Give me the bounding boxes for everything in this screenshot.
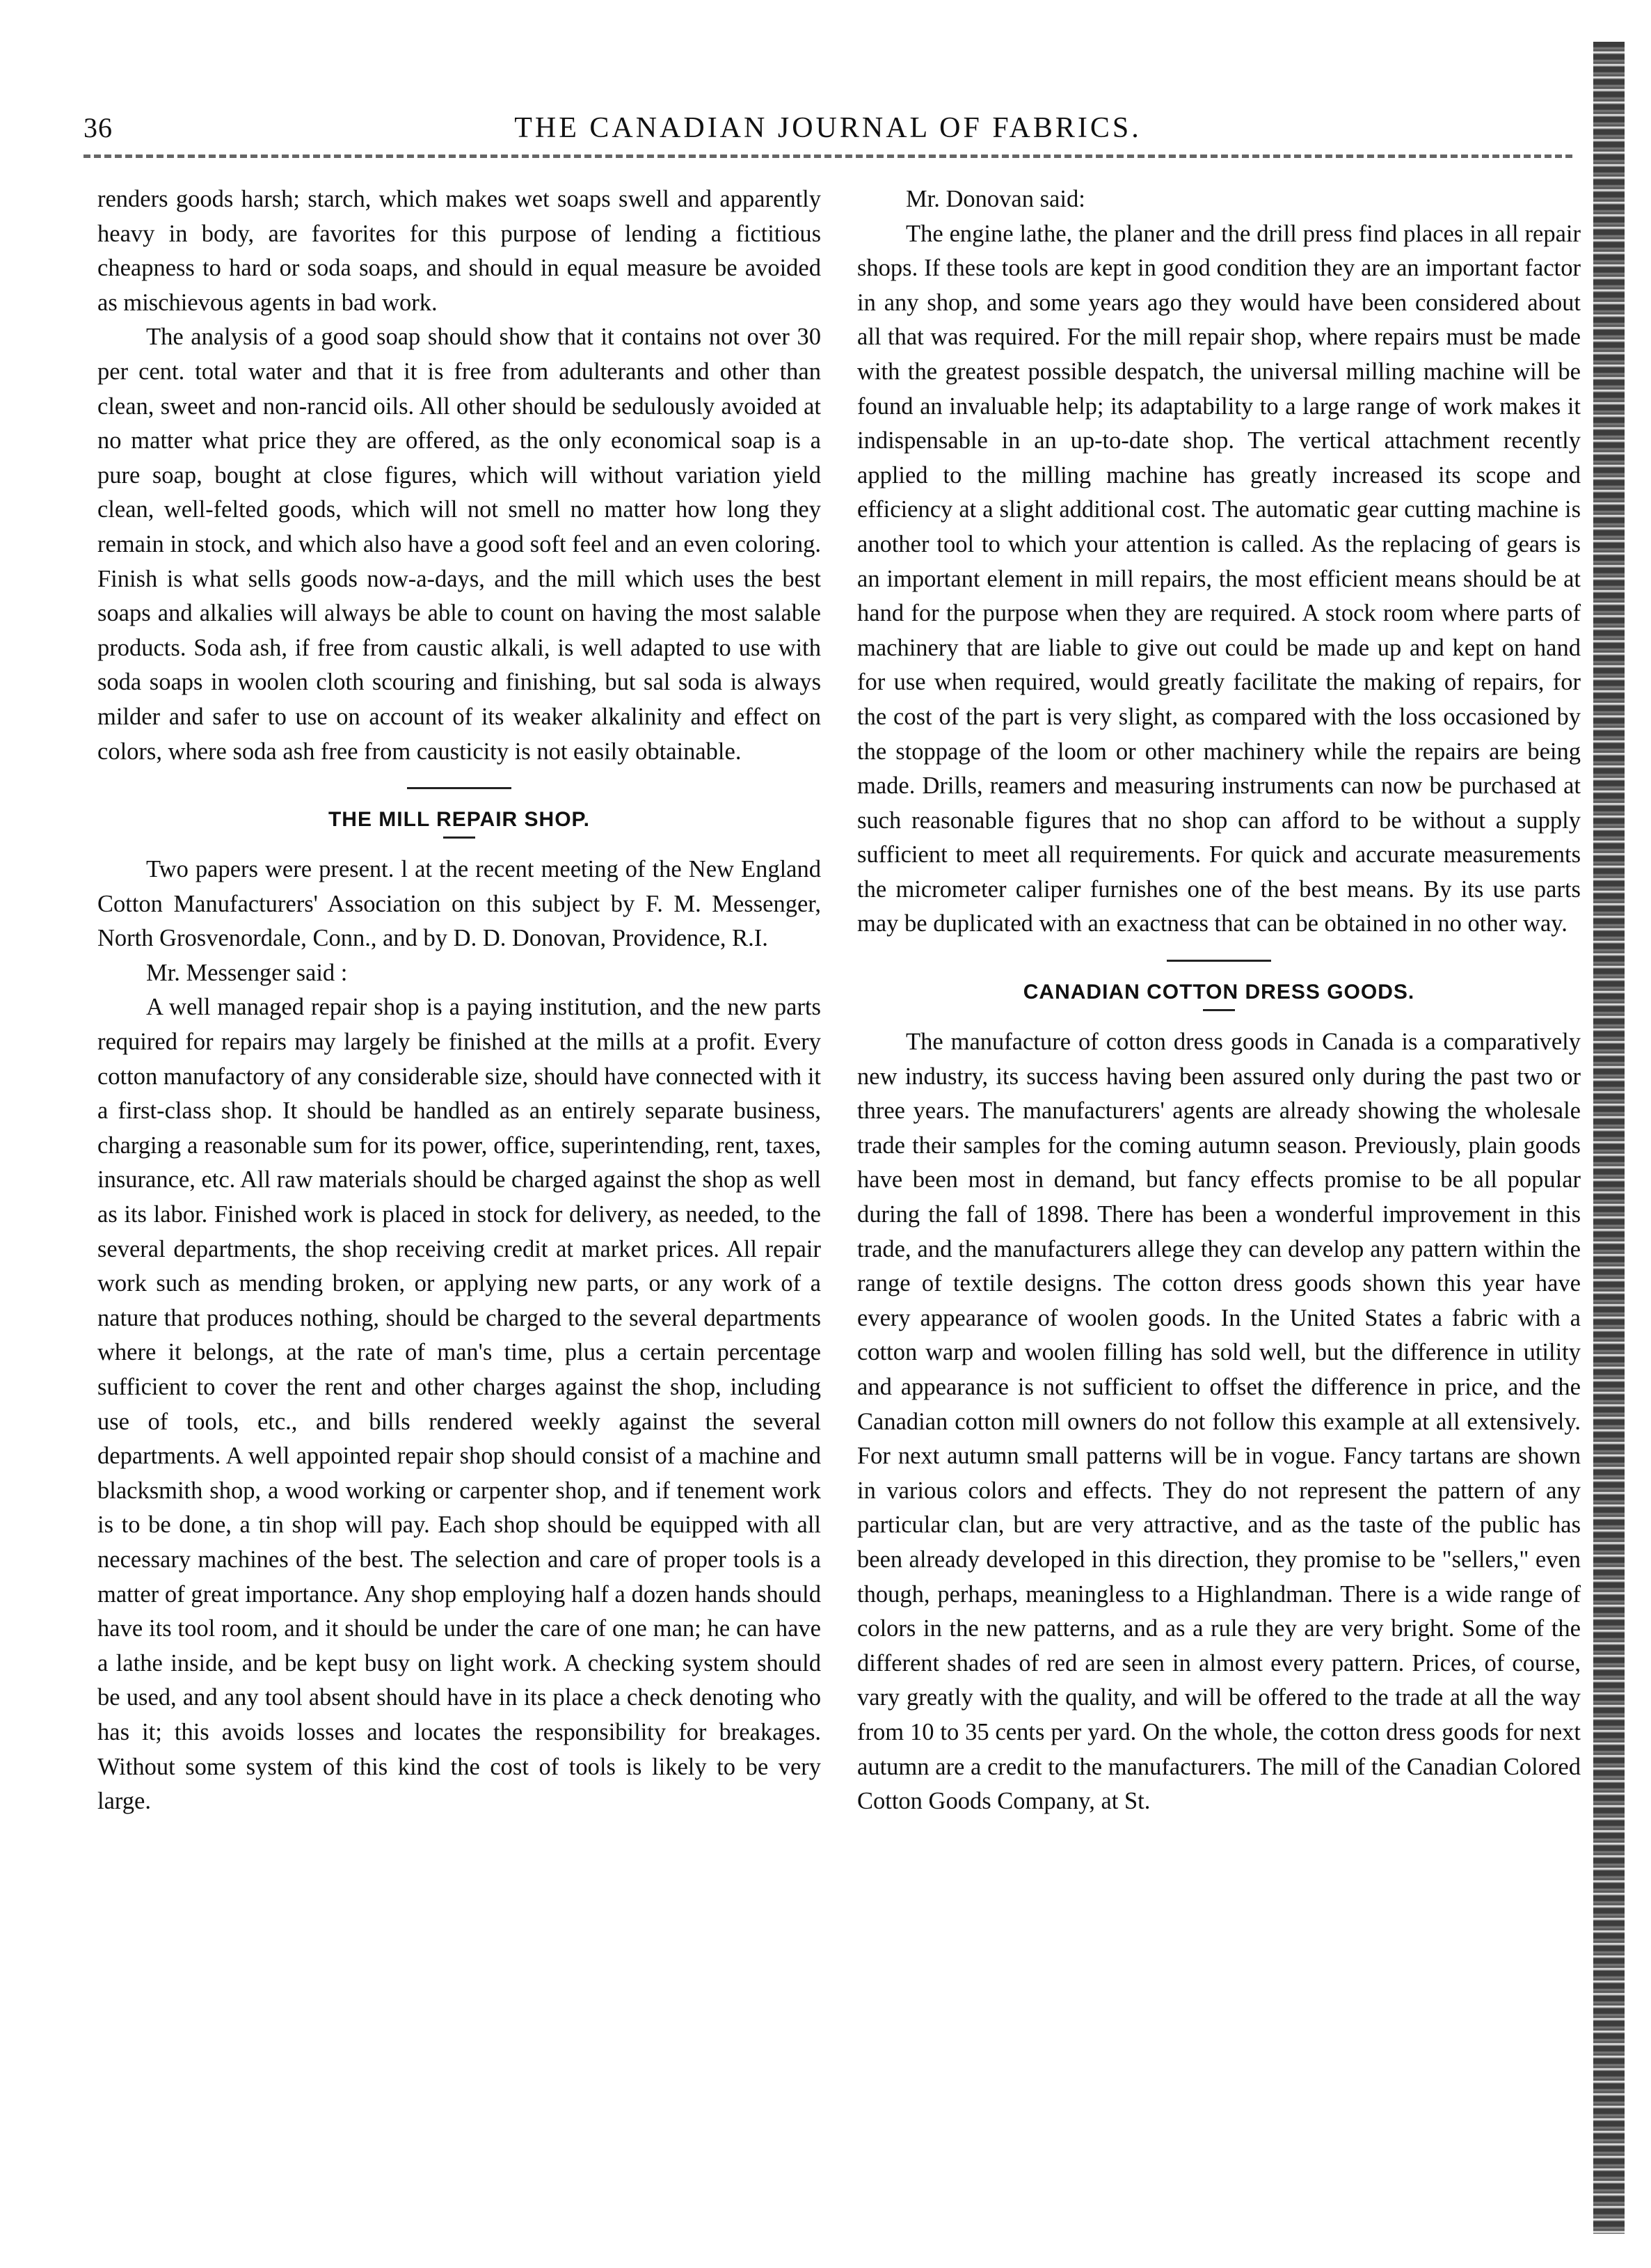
heading-underline — [1203, 1009, 1235, 1011]
section-divider — [407, 787, 511, 789]
scan-binding-edge — [1593, 42, 1625, 2234]
page-header — [83, 111, 1572, 153]
section-divider — [1167, 960, 1271, 962]
heading-underline — [443, 836, 475, 839]
paragraph-soap-continued: renders goods harsh; starch, which makes wet soaps swell and apparently heavy in body, are favorites for this purpose of lending a fictitious cheapness to hard or soda soaps, and should in equal measure be avoided as mischievous agents in bad work. — [97, 186, 821, 316]
paragraph-repair-shop: A well managed repair shop is a paying institution, and the new parts required for repairs may largely be finished at the mills at a profit. Every cotton manufactory of any considerable size, should have connected with it a first-class shop. It should be handled as an entirely separate business, charging a reasonable sum for its power, office, superintending, rent, taxes, insurance, etc. All raw materials should be charged against the shop as well as its labor. Finished work is placed in stock for delivery, as needed, to the several departments, the shop receiving credit at market prices. All repair work such as mending broken, or applying new parts, or any work of a nature that produces nothing, should be charged to the several departments where it belongs, at the rate of man's time, plus a certain percentage sufficient to cover the rent and other charges against the shop, including use of tools, etc., and bills rendered weekly against the several departments. A well appointed repair shop should consist of a machine and blacksmith shop, a wood working or carpenter shop, and if tenement work is to be done, a tin shop will pay. Each shop should be equipped with all necessary machines of the best. The selection and care of proper tools is a matter of great importance. Any shop employing half a dozen hands should have its tool room, and it should be under the care of one man; he can have a lathe inside, and be kept busy on light work. A checking system should be used, and any tool absent should have in its place a check denoting who has it; this avoids losses and locates the responsibility for breakages. Without some system of this kind the cost of tools is likely to be very large. — [97, 994, 821, 1815]
paragraph-cotton-dress-goods: The manufacture of cotton dress goods in Canada is a comparatively new industry, its success having been assured only during the past two or three years. The manufacturers' agents are already showing the wholesale trade their samples for the coming autumn season. Previously, plain goods have been most in demand, but fancy effects promise to be all popular during the fall of 1898. There has been a wonderful improvement in this trade, and the manufacturers allege they can develop any pattern within the range of textile designs. The cotton dress goods shown this year have every appearance of woolen goods. In the United States a fabric with a cotton warp and woolen filling has sold well, but the difference in utility and appearance is not sufficient to offset the difference in price, and the Canadian cotton mill owners do not follow this example at all extensively. For next autumn small patterns will be in vogue. Fancy tartans are shown in various colors and effects. They do not represent the pattern of any particular clan, but are very attractive, and as the taste of the public has been already developed in this direction, they promise to be "sellers," even though, perhaps, meaningless to a Highlandman. There is a wide range of colors in the new patterns, and as a rule they are very bright. Some of the different shades of red are seen in almost every pattern. Prices, of course, vary greatly with the quality, and will be offered to the trade at all the way from 10 to 35 cents per yard. On the whole, the cotton dress goods for next autumn are a credit to the manufacturers. The mill of the Canadian Colored Cotton Goods Company, at St. — [857, 1029, 1581, 1815]
paragraph-soap-analysis: The analysis of a good soap should show that it contains not over 30 per cent. total water and that it is free from adulterants and other than clean, sweet and non-rancid oils. All other should be sedulously avoided at no matter what price they are offered, as the only economical soap is a pure soap, bought at close figures, which will without variation yield clean, well-felted goods, which will not smell no matter how long they remain in stock, and which also have a good soft feel and an even coloring. Finish is what sells goods now-a-days, and the mill which uses the best soaps and alkalies will always be able to count on having the most salable products. Soda ash, if free from caustic alkali, is well adapted to use with soda soaps in woolen cloth scouring and finishing, but sal soda is always milder and safer to use on account of its weaker alkalinity and effect on colors, where soda ash free from causticity is not easily obtainable. — [97, 324, 821, 765]
page-number: 36 — [83, 112, 113, 143]
section-heading-mill-repair-shop: THE MILL REPAIR SHOP. — [328, 808, 591, 832]
section-heading-cotton-dress-goods: CANADIAN COTTON DRESS GOODS. — [1023, 981, 1415, 1004]
paragraph-messenger-said: Mr. Messenger said : — [146, 959, 348, 986]
paragraph-papers-presented: Two papers were present. l at the recent meeting of the New England Cotton Manufacturers' Association on this subject by F. M. Messenger, North Grosvenordale, Conn., and by D. D. Donovan, Providence, R.I. — [97, 856, 821, 952]
paragraph-donovan-said: Mr. Donovan said: — [906, 186, 1085, 212]
paragraph-machine-tools: The engine lathe, the planer and the drill press find places in all repair shops. If these tools are kept in good condition they are an important factor in any shop, and some years ago they would have been considered about all that was required. For the mill repair shop, where repairs must be made with the greatest possible despatch, the universal milling machine will be found an invaluable help; its adaptability to a large range of work makes it indispensable in an up-to-date shop. The vertical attachment recently applied to the milling machine has greatly increased its scope and efficiency at a slight additional cost. The automatic gear cutting machine is another tool to which your attention is called. As the replacing of gears is an important element in mill repairs, the most efficient means should be at hand for the purpose when they are required. A stock room where parts of machinery that are liable to give out could be made up and kept on hand for use when required, would greatly facilitate the making of repairs, for the cost of the part is very slight, as compared with the loss occasioned by the stoppage of the loom or other machinery while the repairs are being made. Drills, reamers and measuring instruments can now be purchased at such reasonable figures that no shop can afford to be without a supply sufficient to meet all requirements. For quick and accurate measurements the micrometer caliper furnishes one of the best means. By its use parts may be duplicated with an exactness that can be obtained in no other way. — [857, 220, 1581, 937]
right-column — [857, 182, 1581, 1819]
header-rule — [83, 154, 1572, 158]
journal-title: THE CANADIAN JOURNAL OF FABRICS. — [514, 112, 1142, 144]
left-column — [97, 182, 821, 1819]
